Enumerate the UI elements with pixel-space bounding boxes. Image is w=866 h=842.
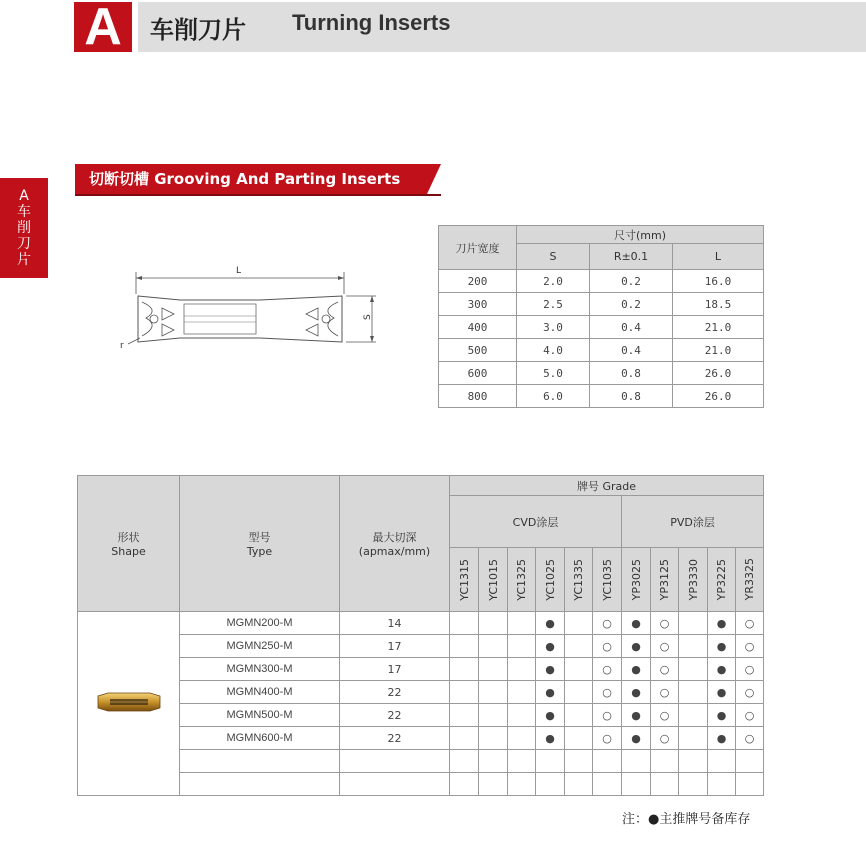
section-banner-underline [75,194,441,196]
table-row [78,612,764,635]
cell-grade-mark [479,681,508,704]
side-tab-char: 车 [17,204,31,220]
cell-grade-mark [651,773,679,796]
cell-s: 4.0 [517,339,590,362]
cell-grade-mark: ● [536,658,565,681]
cell-grade-mark [479,727,508,750]
cell-l: 21.0 [673,316,764,339]
cell-blade-width: 800 [439,385,517,408]
cell-grade-mark [679,727,708,750]
header-pvd: PVD涂层 [622,496,764,548]
cell-grade-mark [593,773,622,796]
grade-code-label: YC1015 [486,558,500,601]
cell-s: 2.5 [517,293,590,316]
cell-grade-mark [736,773,764,796]
cell-grade-mark [479,612,508,635]
cell-grade-mark: ● [622,727,651,750]
cell-grade-mark: ○ [651,681,679,704]
cell-grade-mark [622,750,651,773]
header-blade-width: 刀片宽度 [439,226,517,270]
cell-grade-mark: ● [708,704,736,727]
cell-type: MGMN500-M [180,704,340,727]
cell-grade-mark: ● [622,681,651,704]
insert-shape-cell [78,612,180,796]
dimension-label-s: S [363,314,373,320]
cell-depth [340,773,450,796]
header-l: L [673,244,764,270]
cell-grade-mark: ○ [593,658,622,681]
cell-blade-width: 400 [439,316,517,339]
header-grade-code [479,548,508,612]
cell-depth: 22 [340,727,450,750]
cell-grade-mark [479,635,508,658]
cell-grade-mark: ● [708,612,736,635]
table-row [78,658,764,681]
cell-grade-mark: ● [622,635,651,658]
cell-grade-mark [508,635,536,658]
cell-type: MGMN250-M [180,635,340,658]
cell-r: 0.2 [590,270,673,293]
cell-type: MGMN300-M [180,658,340,681]
cell-grade-mark [536,750,565,773]
cell-grade-mark: ○ [593,612,622,635]
cell-grade-mark [508,681,536,704]
cell-r: 0.8 [590,362,673,385]
header-type-en: Type [246,545,273,558]
cell-depth: 22 [340,681,450,704]
cell-grade-mark [479,773,508,796]
cell-s: 5.0 [517,362,590,385]
cell-s: 6.0 [517,385,590,408]
cell-grade-mark [450,612,479,635]
header-depth-cn: 最大切深 [372,531,417,544]
cell-grade-mark [450,750,479,773]
footnote: 注：●主推牌号备库存 [622,812,751,827]
cell-depth: 17 [340,658,450,681]
cell-grade-mark [708,773,736,796]
cell-grade-mark: ● [536,635,565,658]
cell-grade-mark [565,773,593,796]
cell-grade-mark [565,750,593,773]
cell-grade-mark: ○ [651,704,679,727]
insert-technical-drawing [110,258,390,358]
cell-grade-mark [479,704,508,727]
header-shape [78,476,180,612]
cell-depth: 17 [340,635,450,658]
cell-type: MGMN200-M [180,612,340,635]
header-depth [340,476,450,612]
cell-grade-mark [565,635,593,658]
cell-grade-mark: ○ [651,658,679,681]
section-banner-tip [427,164,441,194]
cell-grade-mark: ○ [736,681,764,704]
cell-grade-mark [679,635,708,658]
header-r: R±0.1 [590,244,673,270]
dimension-label-l: L [236,266,242,276]
cell-grade-mark [479,750,508,773]
cell-grade-mark: ○ [736,704,764,727]
cell-grade-mark: ● [536,704,565,727]
cell-s: 2.0 [517,270,590,293]
cell-grade-mark [679,750,708,773]
cell-grade-mark [651,750,679,773]
header-grade-code [593,548,622,612]
cell-blade-width: 300 [439,293,517,316]
cell-grade-mark [622,773,651,796]
table-row [78,704,764,727]
cell-r: 0.2 [590,293,673,316]
cell-type [180,750,340,773]
cell-grade-mark: ○ [593,727,622,750]
cell-grade-mark: ● [622,704,651,727]
cell-grade-mark [450,704,479,727]
cell-depth: 14 [340,612,450,635]
header-depth-en: (apmax/mm) [358,545,431,558]
cell-r: 0.4 [590,339,673,362]
cell-l: 26.0 [673,362,764,385]
cell-grade-mark [508,612,536,635]
cell-grade-mark [565,612,593,635]
cell-grade-mark: ● [536,681,565,704]
table-row [78,727,764,750]
header-grade: 牌号 Grade [450,476,764,496]
header-grade-code [536,548,565,612]
cell-grade-mark [508,750,536,773]
cell-grade-mark [565,658,593,681]
side-tab-letter: A [19,188,29,204]
cell-grade-mark [565,681,593,704]
cell-l: 18.5 [673,293,764,316]
cell-grade-mark: ● [622,658,651,681]
cell-type: MGMN600-M [180,727,340,750]
grade-table [77,475,764,796]
cell-grade-mark [450,773,479,796]
grade-code-label: YC1325 [515,558,528,601]
header-type [180,476,340,612]
grade-code-label: YC1315 [457,558,471,601]
header-shape-en: Shape [111,545,146,558]
table-row [439,293,764,316]
header-grade-code [508,548,536,612]
cell-grade-mark [565,727,593,750]
cell-grade-mark [565,704,593,727]
cell-grade-mark: ● [708,727,736,750]
cell-depth: 22 [340,704,450,727]
cell-grade-mark: ● [708,658,736,681]
section-letter-badge: A [74,2,132,52]
cell-grade-mark: ○ [736,658,764,681]
header-shape-cn: 形状 [117,531,140,544]
cell-grade-mark: ● [536,612,565,635]
cell-blade-width: 500 [439,339,517,362]
side-tab-char: 片 [17,252,31,268]
cell-grade-mark: ○ [651,727,679,750]
cell-grade-mark [679,681,708,704]
cell-grade-mark: ○ [736,727,764,750]
cell-grade-mark [508,704,536,727]
table-row [78,773,764,796]
header-grade-code [565,548,593,612]
cell-grade-mark [508,727,536,750]
table-row [439,270,764,293]
header-grade-code [736,548,764,612]
cell-s: 3.0 [517,316,590,339]
header-grade-code [622,548,651,612]
cell-grade-mark: ○ [736,612,764,635]
cell-grade-mark [450,635,479,658]
cell-grade-mark: ○ [593,635,622,658]
cell-grade-mark [593,750,622,773]
header-grade-code [651,548,679,612]
header-cvd: CVD涂层 [450,496,622,548]
cell-grade-mark: ● [708,635,736,658]
header-grade-code [708,548,736,612]
grade-code-label: YP3025 [629,558,643,601]
table-row [439,362,764,385]
cell-grade-mark [479,658,508,681]
grade-code-label: YR3325 [743,558,757,601]
cell-grade-mark: ○ [736,635,764,658]
cell-grade-mark: ● [536,727,565,750]
cell-l: 16.0 [673,270,764,293]
cell-l: 21.0 [673,339,764,362]
cell-blade-width: 600 [439,362,517,385]
cell-grade-mark [508,773,536,796]
cell-grade-mark [679,658,708,681]
insert-photo [94,690,164,714]
cell-grade-mark [679,704,708,727]
cell-grade-mark [536,773,565,796]
cell-grade-mark [450,681,479,704]
page-title-cn: 车削刀片 [150,16,246,44]
grade-code-label: YP3125 [658,558,671,601]
header-size: 尺寸(mm) [517,226,764,244]
header-grade-code [679,548,708,612]
cell-type [180,773,340,796]
side-tab-char: 削 [17,220,31,236]
table-row [78,750,764,773]
cell-blade-width: 200 [439,270,517,293]
table-row [439,385,764,408]
page-title-en: Turning Inserts [292,10,451,35]
cell-grade-mark: ○ [651,635,679,658]
cell-grade-mark: ● [708,681,736,704]
cell-type: MGMN400-M [180,681,340,704]
section-banner-title: 切断切槽 Grooving And Parting Inserts [75,164,427,194]
grade-code-label: YC1335 [572,558,585,601]
cell-r: 0.4 [590,316,673,339]
table-row [439,316,764,339]
cell-grade-mark: ○ [593,704,622,727]
cell-grade-mark [736,750,764,773]
cell-grade-mark: ○ [593,681,622,704]
grade-code-label: YP3225 [715,558,728,601]
cell-grade-mark [679,773,708,796]
cell-grade-mark [450,727,479,750]
cell-grade-mark: ● [622,612,651,635]
cell-grade-mark [708,750,736,773]
header-s: S [517,244,590,270]
cell-l: 26.0 [673,385,764,408]
cell-grade-mark [450,658,479,681]
dimension-table [438,225,764,408]
dimension-label-r: r [120,341,124,351]
cell-r: 0.8 [590,385,673,408]
grade-code-label: YC1025 [543,558,557,601]
grade-code-label: YP3330 [686,558,700,601]
side-tab-char: 刀 [17,236,31,252]
cell-grade-mark [508,658,536,681]
cell-depth [340,750,450,773]
side-tab-turning[interactable] [0,178,48,278]
header-grade-code [450,548,479,612]
table-row [78,681,764,704]
grade-code-label: YC1035 [600,558,614,601]
table-row [78,635,764,658]
table-row [439,339,764,362]
header-type-cn: 型号 [248,531,271,544]
cell-grade-mark: ○ [651,612,679,635]
cell-grade-mark [679,612,708,635]
